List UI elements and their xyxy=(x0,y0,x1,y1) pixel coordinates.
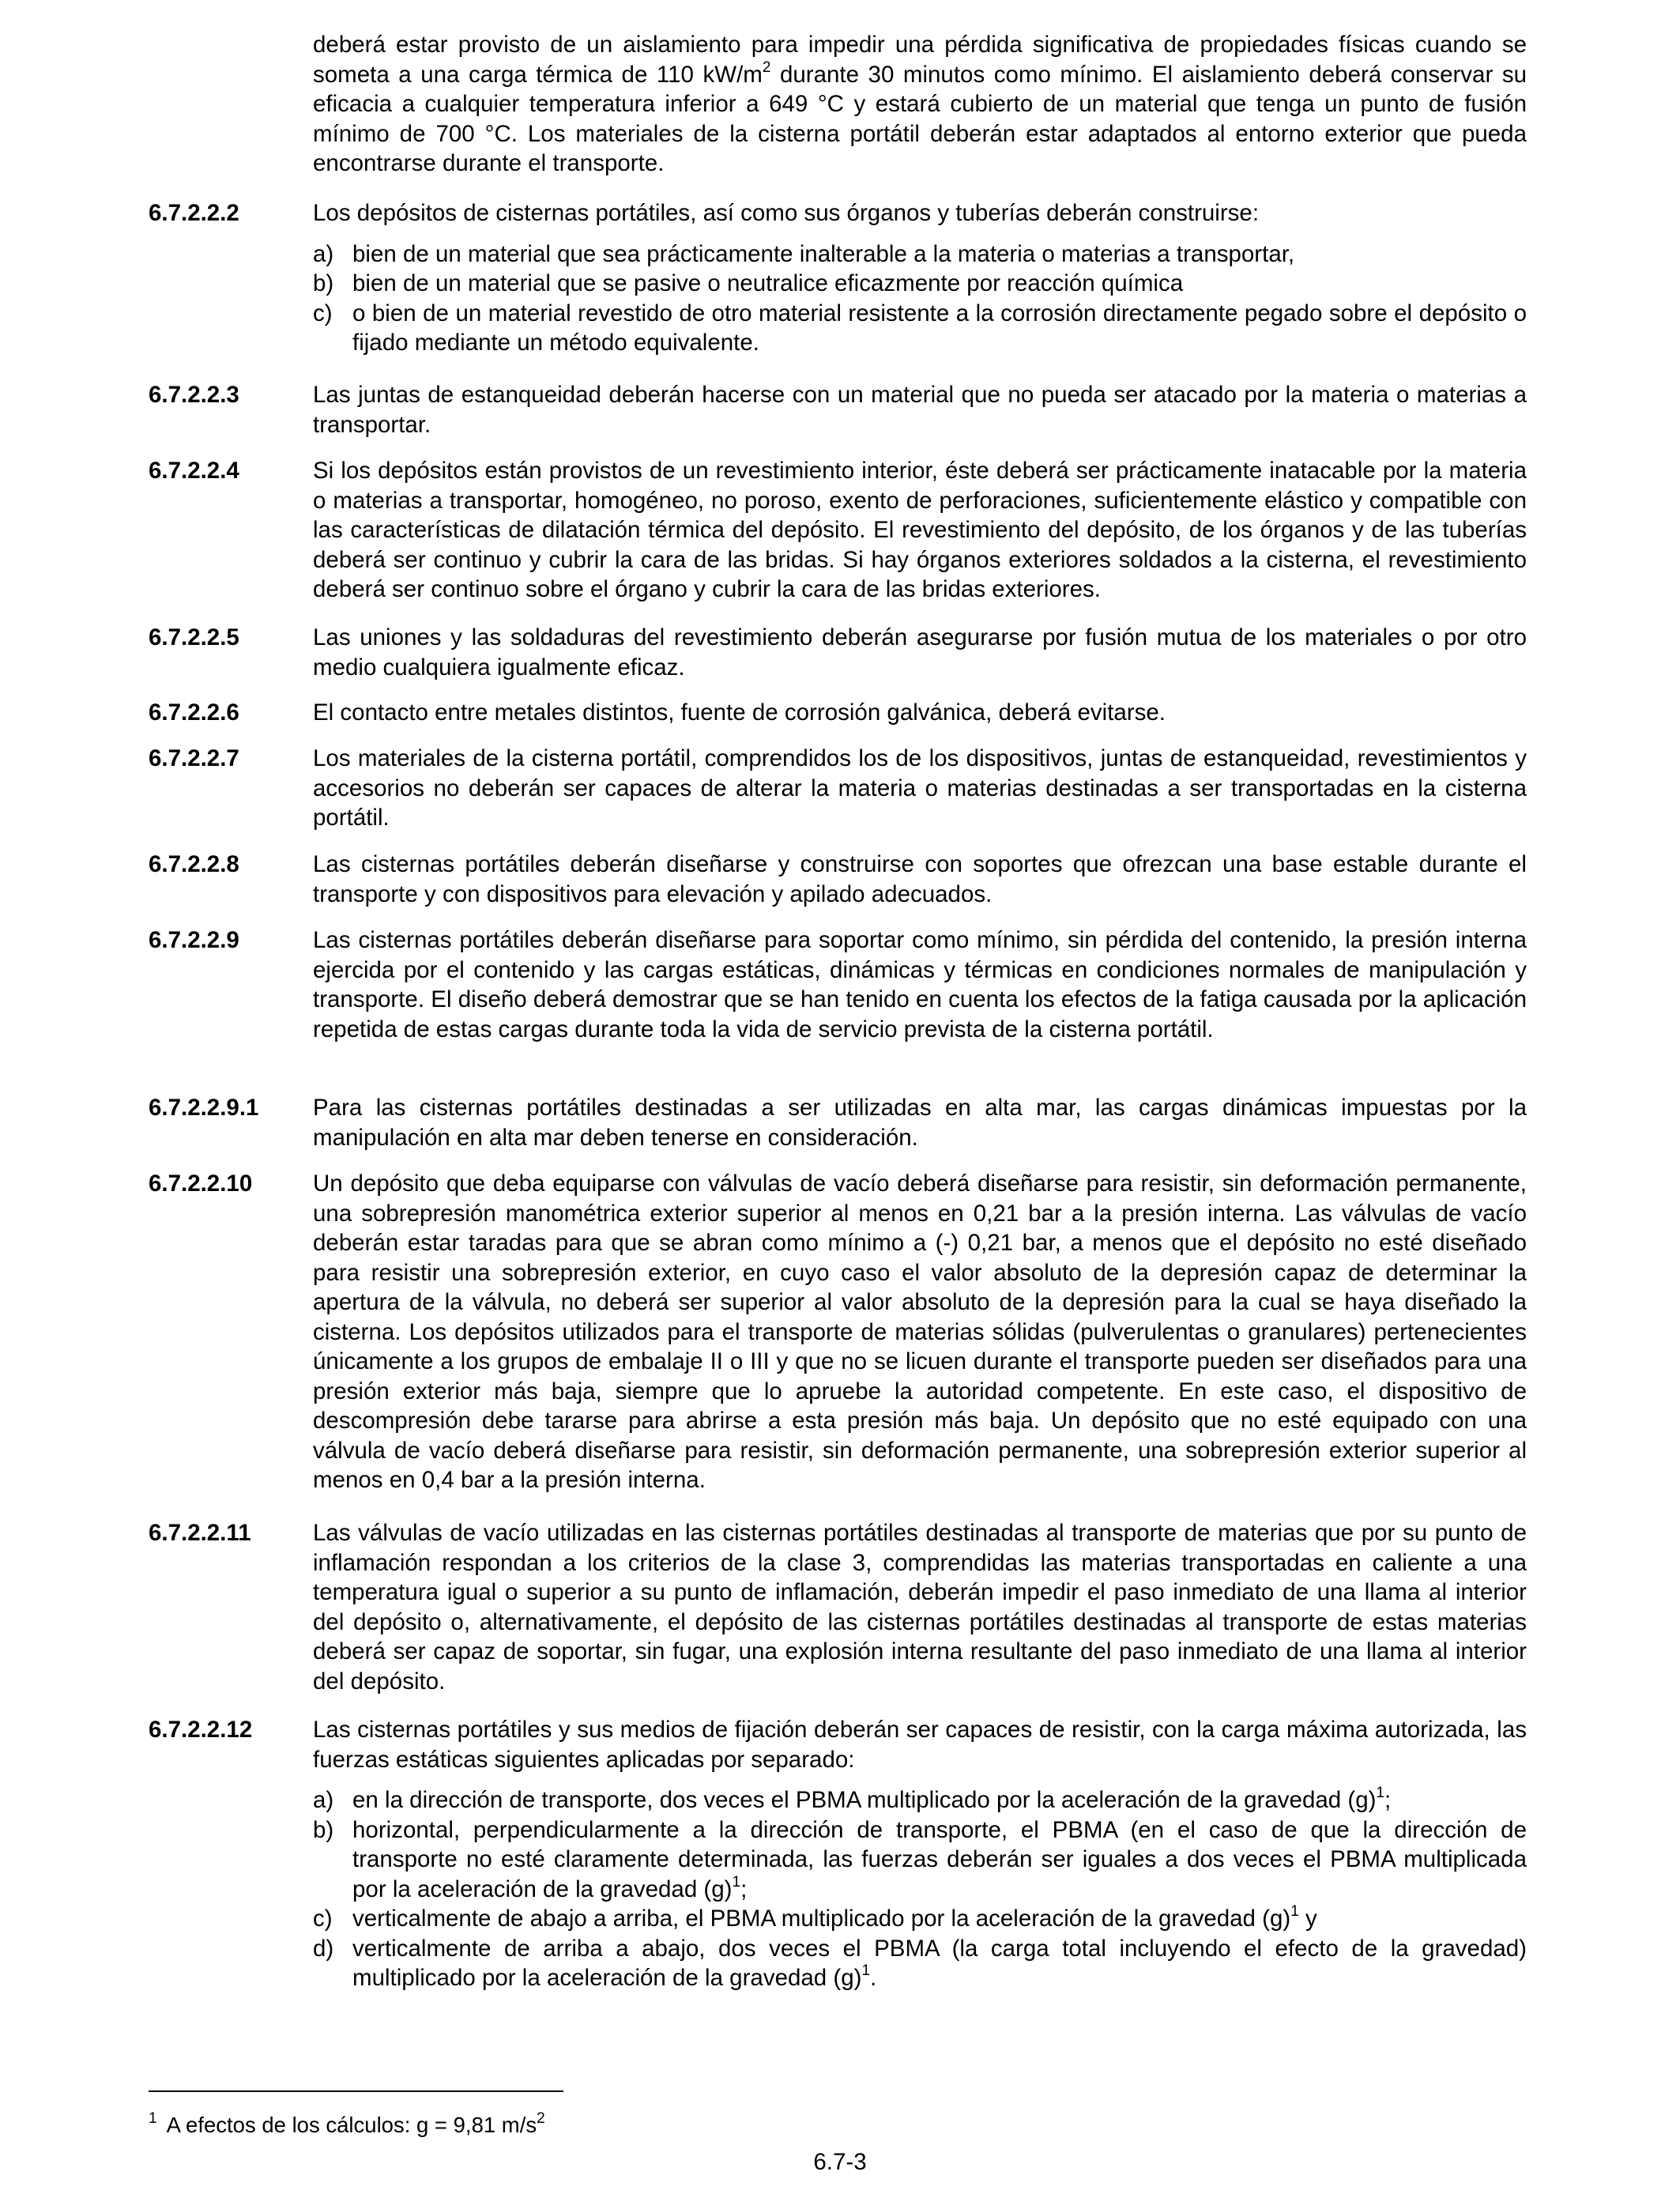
section-number: 6.7.2.2.7 xyxy=(149,745,239,771)
item-text-end: . xyxy=(870,1965,877,1991)
section-number: 6.7.2.2.4 xyxy=(149,458,239,484)
section-number: 6.7.2.2.10 xyxy=(149,1171,253,1197)
item-text: verticalmente de abajo a arriba, el PBMA multiplicado por la aceleración de la gravedad (g) xyxy=(352,1906,1291,1932)
item-text-end: y xyxy=(1298,1906,1317,1932)
item-label: b) xyxy=(313,270,334,296)
section-6-7-2-2-5 xyxy=(149,623,1527,682)
item-text: bien de un material que sea prácticamente inalterable a la materia o materias a transportar, xyxy=(352,240,1295,267)
list-item xyxy=(313,299,1527,358)
item-list xyxy=(313,1785,1527,1993)
item-text: verticalmente de arriba a abajo, dos veces el PBMA (la carga total incluyendo el efecto de la gravedad) multiplicado por la aceleración de la gravedad (g) xyxy=(352,1935,1527,1991)
section-6-7-2-2-12 xyxy=(149,1715,1527,1993)
section-number: 6.7.2.2.12 xyxy=(149,1717,253,1743)
section-text: Las cisternas portátiles y sus medios de fijación deberán ser capaces de resistir, con la carga máxima autorizada, las fuerzas estáticas siguientes aplicadas por separado: xyxy=(313,1717,1527,1773)
item-text: horizontal, perpendicularmente a la dirección de transporte, el PBMA (en el caso de que la dirección de transporte no esté claramente determinada, las fuerzas deberán ser iguales a dos veces el PBMA multiplicada por la aceleración de la gravedad (g) xyxy=(352,1816,1527,1902)
section-text: Las cisternas portátiles deberán diseñarse y construirse con soportes que ofrezcan una base estable durante el transporte y con dispositivos para elevación y apilado adecuados. xyxy=(313,851,1527,907)
section-text: Si los depósitos están provistos de un revestimiento interior, éste deberá ser prácticamente inatacable por la materia o materias a transportar, homogéneo, no poroso, exento de perforaciones, suficientemente elástico y compatible con las características de dilatación térmica del depósito. El revestimiento del depósito, de los órganos y de las tuberías deberá ser continuo y cubrir la cara de las bridas. Si hay órganos exteriores soldados a la cisterna, el revestimiento deberá ser continuo sobre el órgano y cubrir la cara de las bridas exteriores. xyxy=(313,458,1527,602)
section-number: 6.7.2.2.5 xyxy=(149,624,239,650)
footnote xyxy=(149,2109,545,2139)
section-6-7-2-2-7 xyxy=(149,744,1527,833)
section-number: 6.7.2.2.3 xyxy=(149,382,239,408)
list-item xyxy=(313,1785,1527,1815)
section-6-7-2-2-4 xyxy=(149,456,1527,605)
section-6-7-2-2-9-1 xyxy=(149,1093,1527,1152)
section-text: Para las cisternas portátiles destinadas a ser utilizadas en alta mar, las cargas dinámicas impuestas por la manipulación en alta mar deben tenerse en consideración. xyxy=(313,1095,1527,1151)
section-6-7-2-2-3 xyxy=(149,380,1527,439)
section-text: Los depósitos de cisternas portátiles, así como sus órganos y tuberías deberán construirse: xyxy=(313,200,1260,226)
superscript: 2 xyxy=(762,58,771,76)
footnote-separator xyxy=(149,2090,563,2092)
page-number: 6.7-3 xyxy=(813,2149,867,2175)
item-label: d) xyxy=(313,1935,334,1962)
section-6-7-2-2-10 xyxy=(149,1169,1527,1495)
section-number: 6.7.2.2.11 xyxy=(149,1520,251,1546)
section-text: Las cisternas portátiles deberán diseñarse para soportar como mínimo, sin pérdida del contenido, la presión interna ejercida por el contenido y las cargas estáticas, dinámicas y térmicas en condiciones normales de manipulación y transporte. El diseño deberá demostrar que se han tenido en cuenta los efectos de la fatiga causada por la aplicación repetida de estas cargas durante toda la vida de servicio prevista de la cisterna portátil. xyxy=(313,927,1527,1042)
section-number: 6.7.2.2.8 xyxy=(149,851,239,877)
list-item xyxy=(313,1815,1527,1905)
item-label: b) xyxy=(313,1816,334,1843)
section-6-7-2-2-6 xyxy=(149,698,1527,728)
item-label: c) xyxy=(313,1906,333,1932)
section-6-7-2-2-2 xyxy=(149,198,1527,358)
section-number: 6.7.2.2.9.1 xyxy=(149,1095,259,1121)
list-item xyxy=(313,1904,1527,1934)
section-text: Las válvulas de vacío utilizadas en las cisternas portátiles destinadas al transporte de materias que por su punto de inflamación respondan a los criterios de la clase 3, comprendidas las materias transportadas en caliente a una temperatura igual o superior a su punto de inflamación, deberán impedir el paso inmediato de una llama al interior del depósito o, alternativamente, el depósito de las cisternas portátiles destinadas al transporte de estas materias deberá ser capaz de soportar, sin fugar, una explosión interna resultante del paso inmediato de una llama al interior del depósito. xyxy=(313,1520,1527,1695)
footnote-ref[interactable]: 1 xyxy=(732,1873,741,1891)
item-label: a) xyxy=(313,240,334,267)
section-text: El contacto entre metales distintos, fuente de corrosión galvánica, deberá evitarse. xyxy=(313,699,1166,726)
footnote-ref[interactable]: 1 xyxy=(1376,1785,1385,1802)
section-6-7-2-2-8 xyxy=(149,850,1527,909)
item-text-end: ; xyxy=(740,1875,748,1902)
continuation-text-end: durante 30 minutos como mínimo. El aislamiento deberá conservar su eficacia a cualquier temperatura inferior a 649 °C y estará cubierto de un material que tenga un punto de fusión mínimo de 700 °C. Los materiales de la cisterna portátil deberán estar adaptados al entorno exterior que pueda encontrarse durante el transporte. xyxy=(313,61,1527,176)
section-text: Las juntas de estanqueidad deberán hacerse con un material que no pueda ser atacado por la materia o materias a transportar. xyxy=(313,382,1527,438)
item-text: bien de un material que se pasive o neutralice eficazmente por reacción química xyxy=(352,270,1184,296)
footnote-mark: 1 xyxy=(149,2109,157,2127)
list-item xyxy=(313,1934,1527,1993)
superscript: 2 xyxy=(537,2109,545,2127)
section-text: Los materiales de la cisterna portátil, comprendidos los de los dispositivos, juntas de estanqueidad, revestimientos y accesorios no deberán ser capaces de alterar la materia o materias destinadas a ser transportadas en la cisterna portátil. xyxy=(313,745,1527,831)
section-number: 6.7.2.2.2 xyxy=(149,200,239,226)
list-item xyxy=(313,239,1527,270)
section-6-7-2-2-9 xyxy=(149,925,1527,1044)
footnote-ref[interactable]: 1 xyxy=(861,1962,871,1980)
item-list xyxy=(313,239,1527,358)
section-text: Un depósito que deba equiparse con válvulas de vacío deberá diseñarse para resistir, sin deformación permanente, una sobrepresión manométrica exterior superior al menos en 0,21 bar a la presión interna. Las válvulas de vacío deberán estar taradas para que se abran como mínimo a (-) 0,21 bar, a menos que el depósito no esté diseñado para resistir una sobrepresión exterior, en cuyo caso el valor absoluto de la depresión capaz de determinar la apertura de la válvula, no deberá ser superior al valor absoluto de la depresión para la cual se haya diseñado la cisterna. Los depósitos utilizados para el transporte de materias sólidas (pulverulentas o granulares) pertenecientes únicamente a los grupos de embalaje II o III y que no se licuen durante el transporte pueden ser diseñados para una presión exterior más baja, siempre que lo apruebe la autoridad competente. En este caso, el dispositivo de descompresión debe tararse para abrirse a esta presión más baja. Un depósito que no esté equipado con una válvula de vacío deberá diseñarse para resistir, sin deformación permanente, una sobrepresión exterior superior al menos en 0,4 bar a la presión interna. xyxy=(313,1171,1527,1493)
section-text: Las uniones y las soldaduras del revestimiento deberán asegurarse por fusión mutua de los materiales o por otro medio cualquiera igualmente eficaz. xyxy=(313,624,1527,680)
list-item xyxy=(313,269,1527,299)
footnote-text: A efectos de los cálculos: g = 9,81 m/s xyxy=(166,2113,537,2137)
continuation-paragraph xyxy=(313,30,1527,179)
section-number: 6.7.2.2.6 xyxy=(149,699,239,726)
item-text: en la dirección de transporte, dos veces el PBMA multiplicado por la aceleración de la gravedad (g) xyxy=(352,1787,1377,1813)
item-text: o bien de un material revestido de otro material resistente a la corrosión directamente pegado sobre el depósito o fijado mediante un método equivalente. xyxy=(352,300,1527,356)
item-text-end: ; xyxy=(1384,1787,1392,1813)
section-number: 6.7.2.2.9 xyxy=(149,927,239,953)
item-label: a) xyxy=(313,1787,334,1813)
item-label: c) xyxy=(313,300,333,326)
footnote-ref[interactable]: 1 xyxy=(1290,1903,1299,1921)
continuation-text-start: deberá estar provisto de un aislamiento para impedir una pérdida significativa de propiedades físicas cuando se someta a una carga térmica de 110 kW/m xyxy=(313,32,1527,88)
section-6-7-2-2-11 xyxy=(149,1518,1527,1696)
